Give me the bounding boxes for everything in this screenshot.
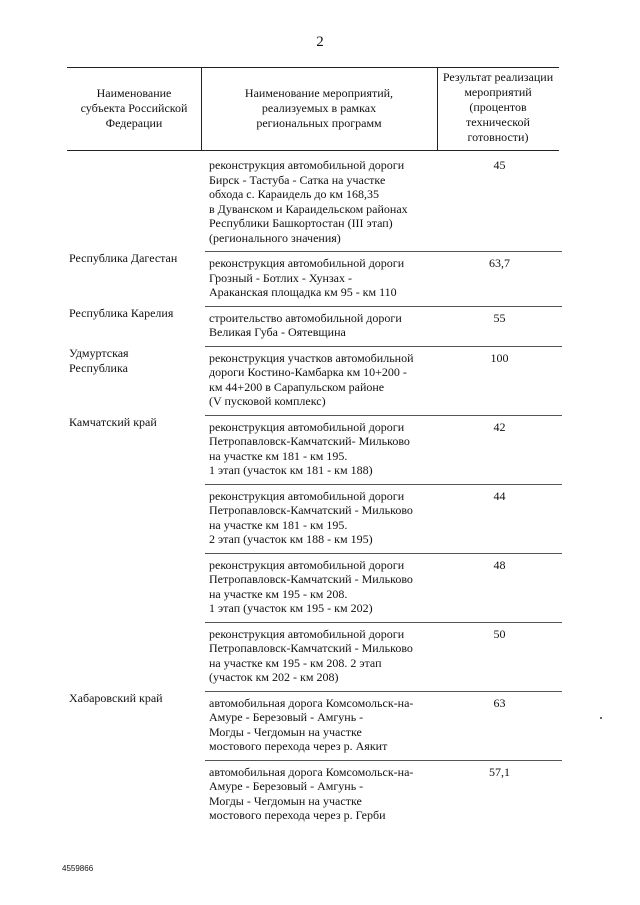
- event-cell: [205, 251, 437, 300]
- event-line: дороги Костино-Камбарка км 10+200 -: [209, 365, 407, 379]
- event-line: Петропавловск-Камчатский - Мильково: [209, 572, 413, 586]
- region-line: Республика Карелия: [69, 305, 174, 320]
- header-event-line: Наименование мероприятий,: [244, 86, 394, 100]
- event-line: 1 этап (участок км 195 - км 202): [209, 601, 373, 615]
- event-line: реконструкция участков автомобильной: [209, 350, 414, 365]
- result-cell: 100: [437, 346, 562, 409]
- region-line: Камчатский край: [69, 414, 157, 429]
- event-line: строительство автомобильной дороги: [209, 310, 402, 325]
- table-row: [67, 158, 562, 245]
- event-line: Петропавловск-Камчатский - Мильково: [209, 641, 413, 655]
- region-cell: [67, 346, 205, 409]
- header-result-line: Результат реализации: [442, 70, 554, 84]
- event-line: автомобильная дорога Комсомольск-на-: [209, 695, 414, 710]
- table-row: [67, 346, 562, 409]
- event-cell: [205, 484, 437, 547]
- result-cell: 44: [437, 484, 562, 547]
- event-line: реконструкция автомобильной дороги: [209, 419, 405, 434]
- header-region-line: Федерации: [105, 116, 163, 130]
- event-cell: [205, 346, 437, 409]
- region-cell: [67, 306, 205, 340]
- event-line: 2 этап (участок км 188 - км 195): [209, 532, 373, 546]
- table-header-rule: [67, 150, 559, 151]
- result-cell: 45: [493, 158, 506, 172]
- table-row: [67, 415, 562, 478]
- table-top-rule: [67, 67, 559, 68]
- event-line: реконструкция автомобильной дороги: [209, 158, 405, 172]
- event-line: 1 этап (участок км 181 - км 188): [209, 463, 373, 477]
- result-cell: 55: [437, 306, 562, 340]
- header-result-line: (процентов: [469, 100, 527, 114]
- table-row: [67, 760, 562, 823]
- table-row: [67, 306, 562, 340]
- event-line: Петропавловск-Камчатский - Мильково: [209, 503, 413, 517]
- event-line: Араканская площадка км 95 - км 110: [209, 285, 397, 299]
- event-line: Амуре - Березовый - Амгунь -: [209, 779, 364, 793]
- result-cell: 63: [437, 691, 562, 754]
- region-line: Республика: [69, 360, 128, 375]
- event-line: реконструкция автомобильной дороги: [209, 557, 405, 572]
- event-line: Республики Башкортостан (III этап): [209, 216, 393, 230]
- event-line: мостового перехода через р. Герби: [209, 808, 386, 822]
- event-line: Могды - Чегдомын на участке: [209, 724, 362, 739]
- region-cell: [67, 691, 205, 754]
- event-line: автомобильная дорога Комсомольск-на-: [209, 764, 414, 779]
- header-event-line: региональных программ: [256, 116, 382, 130]
- event-line: мостового перехода через р. Аякит: [209, 739, 388, 753]
- region-cell: [67, 484, 205, 547]
- result-cell: 57,1: [437, 760, 562, 823]
- header-result-line: готовности): [467, 130, 529, 144]
- event-cell: [205, 158, 437, 245]
- header-region-line: Наименование: [96, 86, 172, 100]
- region-line: Хабаровский край: [69, 690, 163, 705]
- event-line: (регионального значения): [209, 230, 341, 245]
- region-cell: [67, 158, 205, 245]
- result-cell: 50: [437, 622, 562, 685]
- region-line: Удмуртская: [69, 345, 129, 360]
- event-line: реконструкция автомобильной дороги: [209, 256, 405, 270]
- header-region: [67, 86, 201, 131]
- event-line: в Дуванском и Караидельском районах: [209, 201, 408, 216]
- table-row: [67, 251, 562, 300]
- result-cell: 63,7: [437, 251, 562, 300]
- event-cell: [205, 306, 437, 340]
- table-row: [67, 553, 562, 616]
- event-line: (V пусковой комплекс): [209, 394, 326, 408]
- header-event-line: реализуемых в рамках: [261, 101, 377, 115]
- table-row: [67, 622, 562, 685]
- region-cell: [67, 553, 205, 616]
- event-cell: [205, 622, 437, 685]
- header-result-line: мероприятий: [464, 85, 532, 99]
- region-line: Республика Дагестан: [69, 251, 178, 265]
- document-id: 4559866: [62, 864, 94, 873]
- event-line: Могды - Чегдомын на участке: [209, 793, 362, 808]
- region-cell: [67, 622, 205, 685]
- event-line: на участке км 195 - км 208. 2 этап: [209, 655, 382, 670]
- event-cell: [205, 691, 437, 754]
- region-cell: [67, 415, 205, 478]
- event-line: Бирск - Тастуба - Сатка на участке: [209, 172, 386, 187]
- result-cell: 42: [437, 415, 562, 478]
- event-cell: [205, 415, 437, 478]
- event-line: Петропавловск-Камчатский- Мильково: [209, 434, 410, 448]
- event-line: (участок км 202 - км 208): [209, 670, 339, 684]
- event-cell: [205, 760, 437, 823]
- event-line: реконструкция автомобильной дороги: [209, 626, 405, 641]
- event-line: км 44+200 в Сарапульском районе: [209, 379, 385, 394]
- page-number: 2: [316, 34, 324, 50]
- event-line: на участке км 181 - км 195.: [209, 448, 348, 463]
- event-line: реконструкция автомобильной дороги: [209, 488, 405, 503]
- table-row: [67, 691, 562, 754]
- header-region-line: субъекта Российской: [80, 101, 188, 115]
- scan-speck: [600, 717, 602, 719]
- result-cell: 48: [437, 553, 562, 616]
- event-line: обхода с. Караидель до км 168,35: [209, 187, 379, 201]
- event-line: Грозный - Ботлих - Хунзах -: [209, 270, 353, 285]
- region-cell: [67, 251, 205, 300]
- table-row: [67, 484, 562, 547]
- event-cell: [205, 553, 437, 616]
- table-body: [67, 158, 562, 829]
- header-result-line: технической: [466, 115, 530, 129]
- region-cell: [67, 760, 205, 823]
- event-line: Великая Губа - Оятевщина: [209, 325, 346, 339]
- event-line: на участке км 195 - км 208.: [209, 586, 348, 601]
- event-line: на участке км 181 - км 195.: [209, 517, 348, 532]
- header-result: [437, 70, 559, 145]
- event-line: Амуре - Березовый - Амгунь -: [209, 710, 364, 724]
- header-event: [201, 86, 437, 131]
